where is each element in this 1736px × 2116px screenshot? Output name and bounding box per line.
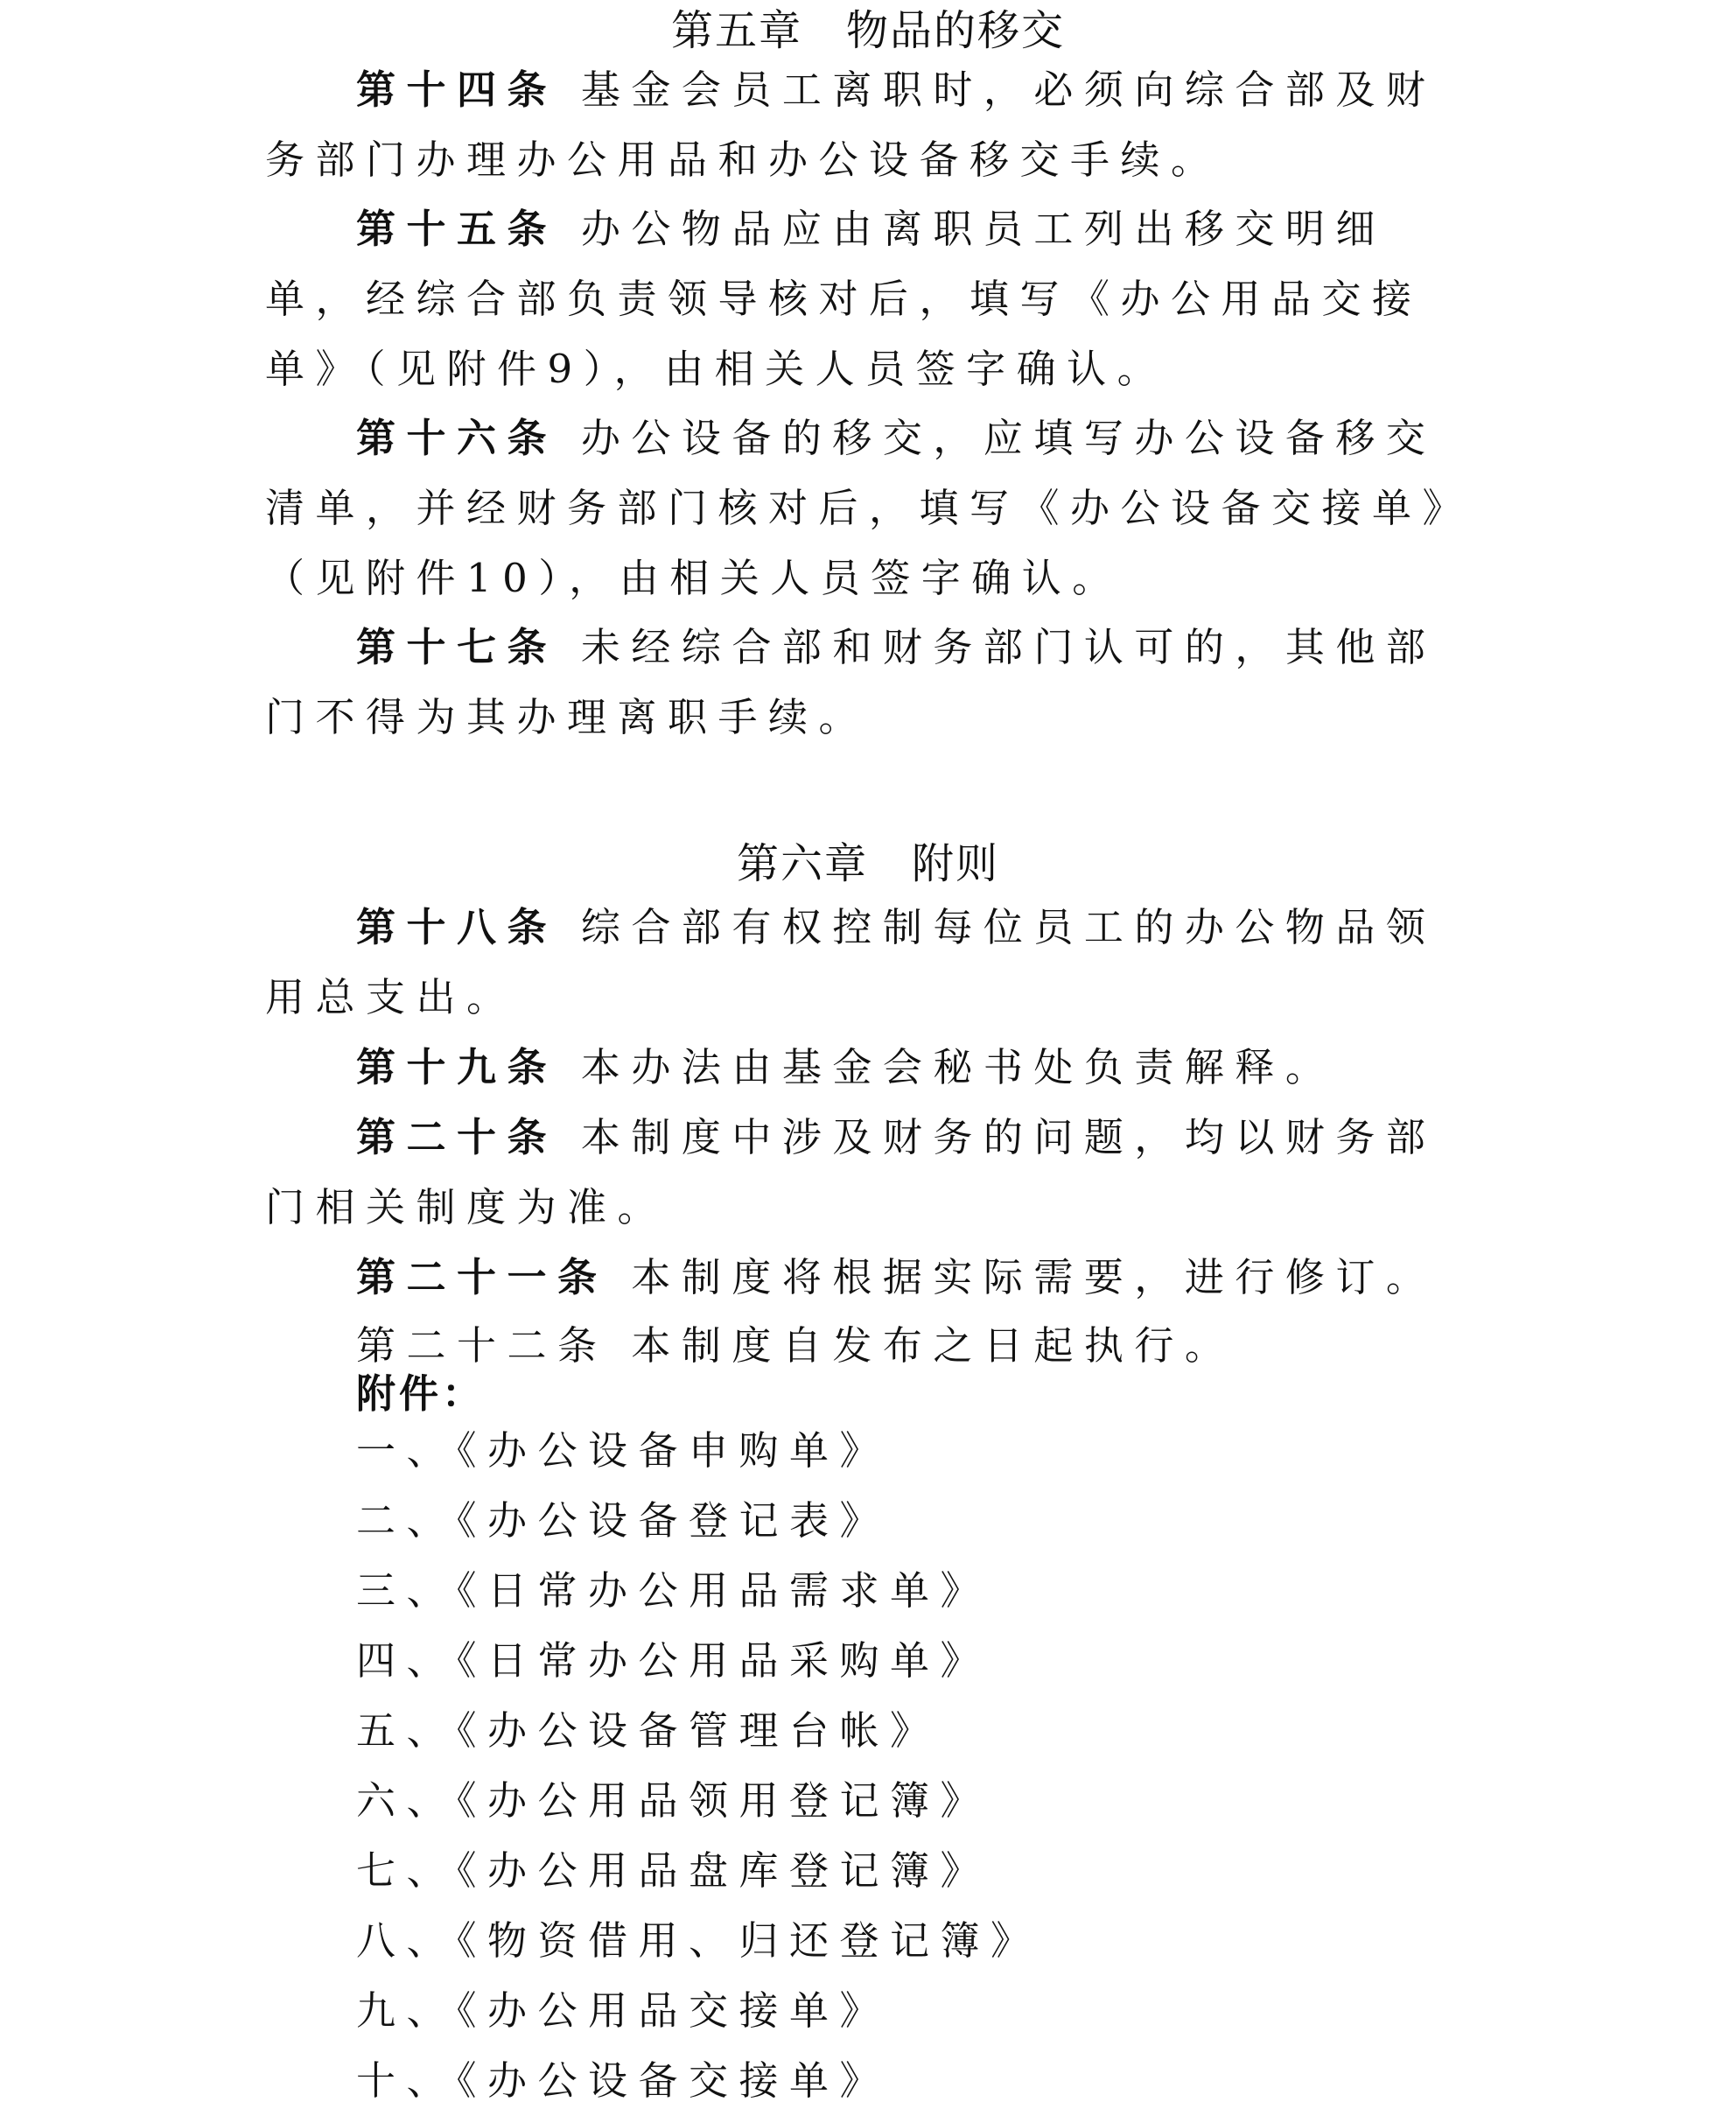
article-text: 本制度中涉及财务的问题，均以财务部门相关制度为准。 xyxy=(265,1114,1437,1230)
attachment-item: 五、《办公设备管理台帐》 xyxy=(356,1707,941,1754)
chapter-5-title: 第五章 物品的移交 xyxy=(670,6,1065,55)
attachment-item: 七、《办公用品盘库登记簿》 xyxy=(356,1847,991,1894)
article-text: 本制度自发布之日起执行。 xyxy=(631,1322,1236,1369)
article-text: 本制度将根据实际需要，进行修订。 xyxy=(631,1254,1437,1300)
article-number: 第十四条 xyxy=(356,67,558,113)
chapter-6-title: 第六章 附则 xyxy=(736,839,999,888)
attachment-item: 二、《办公设备登记表》 xyxy=(356,1497,891,1544)
attachment-item: 九、《办公用品交接单》 xyxy=(356,1987,891,2034)
article-18 xyxy=(265,893,1473,1033)
attachment-item: 十、《办公设备交接单》 xyxy=(356,2057,891,2104)
article-text: 基金会员工离职时，必须向综合部及财务部门办理办公用品和办公设备移交手续。 xyxy=(265,67,1437,183)
article-number: 第二十一条 xyxy=(356,1254,608,1300)
attachment-item: 六、《办公用品领用登记簿》 xyxy=(356,1777,991,1824)
article-text: 本办法由基金会秘书处负责解释。 xyxy=(580,1044,1336,1090)
article-22 xyxy=(356,1311,1235,1381)
article-number: 第十七条 xyxy=(356,624,558,670)
article-number: 第十六条 xyxy=(356,415,558,461)
attachment-item: 三、《日常办公用品需求单》 xyxy=(356,1567,991,1614)
article-number: 第十五条 xyxy=(356,206,558,252)
article-text: 综合部有权控制每位员工的办公物品领用总支出。 xyxy=(265,904,1437,1020)
article-number: 第二十条 xyxy=(356,1114,558,1160)
attachment-item: 四、《日常办公用品采购单》 xyxy=(356,1637,991,1684)
article-number: 第十八条 xyxy=(356,904,558,950)
article-21 xyxy=(265,1243,1473,1313)
article-14 xyxy=(265,55,1473,195)
attachment-item: 八、《物资借用、归还登记簿》 xyxy=(356,1917,1041,1964)
attachments-label: 附件： xyxy=(356,1370,486,1417)
attachment-item: 一、《办公设备申购单》 xyxy=(356,1427,891,1474)
article-text: 办公物品应由离职员工列出移交明细单，经综合部负责领导核对后，填写《办公用品交接单》（见附件9），由相关人员签字确认。 xyxy=(265,206,1423,392)
article-17 xyxy=(265,613,1473,753)
article-number: 第十九条 xyxy=(356,1044,558,1090)
article-20 xyxy=(265,1103,1473,1243)
article-number: 第二十二条 xyxy=(356,1322,608,1369)
article-text: 未经综合部和财务部门认可的，其他部门不得为其办理离职手续。 xyxy=(265,624,1437,740)
article-15 xyxy=(265,194,1473,404)
article-text: 办公设备的移交，应填写办公设备移交清单，并经财务部门核对后，填写《办公设备交接单》（见附件10），由相关人员签字确认。 xyxy=(265,415,1474,601)
article-19 xyxy=(265,1033,1473,1103)
article-16 xyxy=(265,403,1473,613)
